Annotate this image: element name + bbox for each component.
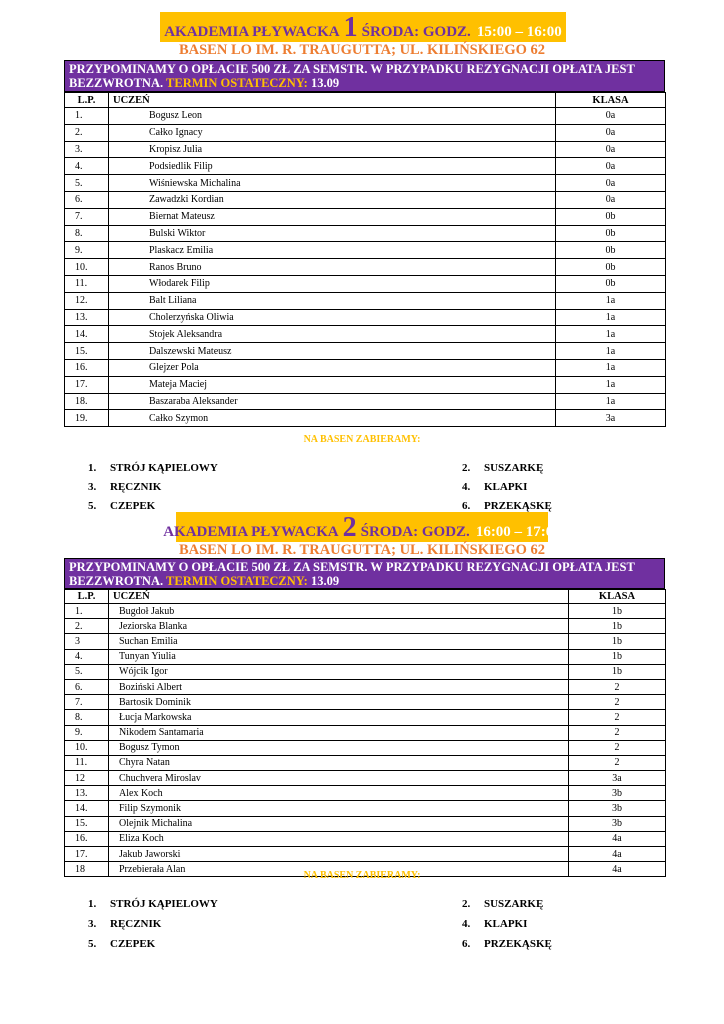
row-class: 3b — [569, 801, 666, 816]
bring-item-number: 5. — [88, 500, 97, 512]
row-class: 1b — [569, 649, 666, 664]
row-student: Przebierała Alan — [109, 862, 569, 877]
table-row — [65, 604, 666, 619]
row-lp: 15. — [65, 816, 109, 831]
deadline-date: 13.09 — [310, 76, 340, 90]
table-row — [65, 359, 666, 376]
row-lp: 5. — [65, 175, 109, 192]
table-row — [65, 108, 666, 125]
row-student: Kropisz Julia — [109, 141, 556, 158]
row-class: 1a — [556, 292, 666, 309]
row-student: Wójcik Igor — [109, 664, 569, 679]
row-student: Jeziorska Blanka — [109, 619, 569, 634]
row-lp: 10. — [65, 740, 109, 755]
row-student: Włodarek Filip — [109, 275, 556, 292]
row-lp: 8. — [65, 225, 109, 242]
row-lp: 1. — [65, 604, 109, 619]
table-row — [65, 634, 666, 649]
bring-item-number: 4. — [462, 918, 471, 930]
table-row — [65, 755, 666, 770]
bring-item-number: 1. — [88, 462, 97, 474]
bring-item-number: 2. — [462, 462, 471, 474]
deadline-label: TERMIN OSTATECZNY: — [166, 574, 308, 588]
row-student: Filip Szymonik — [109, 801, 569, 816]
row-student: Olejnik Michalina — [109, 816, 569, 831]
table-row — [65, 225, 666, 242]
row-class: 0b — [556, 208, 666, 225]
row-student: Łucja Markowska — [109, 710, 569, 725]
row-student: Tunyan Yiulia — [109, 649, 569, 664]
bring-item — [88, 462, 218, 474]
payment-notice-text: PRZYPOMINAMY O OPŁACIE 500 ZŁ ZA SEMSTR. W PRZYPADKU REZYGNACJI OPŁATA JEST BEZZWROTNA. — [69, 62, 635, 90]
row-lp: 4. — [65, 649, 109, 664]
row-student: Całko Ignacy — [109, 124, 556, 141]
row-class: 3a — [569, 771, 666, 786]
row-class: 2 — [569, 679, 666, 694]
row-student: Alex Koch — [109, 786, 569, 801]
row-lp: 9. — [65, 242, 109, 259]
row-lp: 13. — [65, 309, 109, 326]
schedule-time: 15:00 – 16:00 — [476, 24, 562, 40]
row-lp: 15. — [65, 343, 109, 360]
academy-title — [163, 512, 561, 543]
bring-item-label: RĘCZNIK — [110, 481, 162, 493]
row-lp: 18 — [65, 862, 109, 877]
bring-item-label: RĘCZNIK — [110, 918, 162, 930]
bring-item — [462, 918, 527, 930]
row-lp: 3. — [65, 141, 109, 158]
bring-item-number: 3. — [88, 918, 97, 930]
row-class: 4a — [569, 831, 666, 846]
table-row — [65, 847, 666, 862]
table-row — [65, 158, 666, 175]
payment-notice-text: PRZYPOMINAMY O OPŁACIE 500 ZŁ ZA SEMSTR. W PRZYPADKU REZYGNACJI OPŁATA JEST BEZZWROTNA. — [69, 560, 635, 588]
table-row — [65, 393, 666, 410]
bring-item — [462, 898, 543, 910]
bring-item — [462, 462, 543, 474]
row-lp: 9. — [65, 725, 109, 740]
row-class: 2 — [569, 710, 666, 725]
table-row — [65, 664, 666, 679]
payment-notice — [64, 558, 665, 589]
bring-item-label: SUSZARKĘ — [484, 462, 544, 474]
row-student: Bartosik Dominik — [109, 695, 569, 710]
row-class: 0a — [556, 175, 666, 192]
row-student: Boziński Albert — [109, 679, 569, 694]
row-student: Zawadzki Kordian — [109, 191, 556, 208]
bring-item-label: STRÓJ KĄPIELOWY — [110, 898, 218, 910]
table-row — [65, 141, 666, 158]
row-lp: 5. — [65, 664, 109, 679]
bring-item-number: 3. — [88, 481, 97, 493]
row-student: Glejzer Pola — [109, 359, 556, 376]
bring-item-label: STRÓJ KĄPIELOWY — [110, 462, 218, 474]
row-lp: 11. — [65, 275, 109, 292]
schedule-day: ŚRODA: GODZ. — [360, 524, 470, 540]
row-student: Mateja Maciej — [109, 376, 556, 393]
student-table — [64, 589, 666, 877]
row-lp: 18. — [65, 393, 109, 410]
bring-item-label: SUSZARKĘ — [484, 898, 544, 910]
col-class: KLASA — [556, 93, 666, 108]
bring-item — [88, 898, 218, 910]
row-class: 2 — [569, 725, 666, 740]
row-class: 1b — [569, 619, 666, 634]
row-student: Dalszewski Mateusz — [109, 343, 556, 360]
bring-item-number: 6. — [462, 938, 471, 950]
table-row — [65, 679, 666, 694]
row-class: 0b — [556, 225, 666, 242]
group-number: 1 — [343, 12, 358, 43]
bring-item — [88, 918, 161, 930]
row-student: Chyra Natan — [109, 755, 569, 770]
row-lp: 4. — [65, 158, 109, 175]
row-class: 0a — [556, 108, 666, 125]
row-class: 1a — [556, 343, 666, 360]
table-row — [65, 710, 666, 725]
row-class: 1b — [569, 604, 666, 619]
table-row — [65, 801, 666, 816]
table-row — [65, 771, 666, 786]
row-student: Chuchvera Miroslav — [109, 771, 569, 786]
table-row — [65, 831, 666, 846]
bring-item-label: PRZEKĄSKĘ — [484, 938, 552, 950]
table-row — [65, 242, 666, 259]
row-lp: 12. — [65, 292, 109, 309]
row-class: 2 — [569, 740, 666, 755]
schedule-day: ŚRODA: GODZ. — [361, 24, 471, 40]
row-student: Bogusz Leon — [109, 108, 556, 125]
bring-item-number: 5. — [88, 938, 97, 950]
table-row — [65, 175, 666, 192]
row-lp: 14. — [65, 801, 109, 816]
row-class: 0b — [556, 242, 666, 259]
row-student: Nikodem Santamaria — [109, 725, 569, 740]
col-lp: L.P. — [65, 590, 109, 604]
table-row — [65, 343, 666, 360]
row-class: 0a — [556, 158, 666, 175]
col-student: UCZEŃ — [109, 93, 556, 108]
student-table-body — [65, 108, 666, 427]
bring-item — [462, 938, 552, 950]
row-lp: 7. — [65, 695, 109, 710]
row-student: Biernat Mateusz — [109, 208, 556, 225]
row-lp: 13. — [65, 786, 109, 801]
row-student: Ranos Bruno — [109, 259, 556, 276]
group-number: 2 — [342, 512, 357, 543]
table-row — [65, 695, 666, 710]
table-row — [65, 275, 666, 292]
row-lp: 14. — [65, 326, 109, 343]
col-student: UCZEŃ — [109, 590, 569, 604]
table-row — [65, 208, 666, 225]
table-row — [65, 619, 666, 634]
row-class: 1a — [556, 326, 666, 343]
row-lp: 12 — [65, 771, 109, 786]
table-row — [65, 725, 666, 740]
table-row — [65, 124, 666, 141]
row-class: 1a — [556, 359, 666, 376]
deadline-date: 13.09 — [310, 574, 340, 588]
row-class: 0a — [556, 141, 666, 158]
row-class: 4a — [569, 862, 666, 877]
bring-item — [88, 500, 155, 512]
row-lp: 3 — [65, 634, 109, 649]
deadline-label: TERMIN OSTATECZNY: — [166, 76, 308, 90]
table-row — [65, 816, 666, 831]
row-class: 0b — [556, 259, 666, 276]
row-class: 4a — [569, 847, 666, 862]
row-lp: 10. — [65, 259, 109, 276]
bring-title: NA BASEN ZABIERAMY: — [303, 434, 421, 445]
bring-item-number: 1. — [88, 898, 97, 910]
academy-name: AKADEMIA PŁYWACKA — [163, 524, 339, 540]
row-student: Suchan Emilia — [109, 634, 569, 649]
bring-item-label: CZEPEK — [110, 938, 156, 950]
row-student: Baszaraba Aleksander — [109, 393, 556, 410]
academy-name: AKADEMIA PŁYWACKA — [164, 24, 340, 40]
row-class: 3b — [569, 786, 666, 801]
row-student: Bogusz Tymon — [109, 740, 569, 755]
table-row — [65, 326, 666, 343]
bring-item — [88, 481, 161, 493]
student-table — [64, 92, 666, 427]
table-row — [65, 740, 666, 755]
table-row — [65, 309, 666, 326]
table-row — [65, 259, 666, 276]
bring-item-label: KLAPKI — [484, 918, 528, 930]
table-row — [65, 410, 666, 427]
row-student: Plaskacz Emilia — [109, 242, 556, 259]
bring-item-number: 4. — [462, 481, 471, 493]
row-class: 2 — [569, 755, 666, 770]
row-lp: 19. — [65, 410, 109, 427]
col-lp: L.P. — [65, 93, 109, 108]
row-student: Stojek Aleksandra — [109, 326, 556, 343]
bring-item-label: KLAPKI — [484, 481, 528, 493]
table-row — [65, 376, 666, 393]
row-lp: 17. — [65, 847, 109, 862]
student-table-body — [65, 604, 666, 877]
row-student: Cholerzyńska Oliwia — [109, 309, 556, 326]
bring-item-number: 6. — [462, 500, 471, 512]
row-class: 2 — [569, 695, 666, 710]
schedule-time: 16:00 – 17:00 — [475, 524, 561, 540]
row-lp: 17. — [65, 376, 109, 393]
academy-title — [160, 12, 566, 42]
row-class: 0a — [556, 124, 666, 141]
row-lp: 2. — [65, 124, 109, 141]
row-class: 0a — [556, 191, 666, 208]
row-class: 0b — [556, 275, 666, 292]
row-student: Balt Liliana — [109, 292, 556, 309]
bring-item — [88, 938, 155, 950]
row-student: Eliza Koch — [109, 831, 569, 846]
bring-item — [462, 500, 552, 512]
col-class: KLASA — [569, 590, 666, 604]
bring-item-label: CZEPEK — [110, 500, 156, 512]
table-row — [65, 786, 666, 801]
pool-location: BASEN LO IM. R. TRAUGUTTA; UL. KILIŃSKIEGO 62 — [178, 542, 546, 558]
row-class: 1a — [556, 393, 666, 410]
row-lp: 7. — [65, 208, 109, 225]
row-student: Całko Szymon — [109, 410, 556, 427]
bring-item — [462, 481, 527, 493]
row-student: Bugdoł Jakub — [109, 604, 569, 619]
row-lp: 11. — [65, 755, 109, 770]
row-student: Bulski Wiktor — [109, 225, 556, 242]
row-lp: 6. — [65, 679, 109, 694]
bring-item-label: PRZEKĄSKĘ — [484, 500, 552, 512]
row-class: 1a — [556, 309, 666, 326]
bring-title: NA BASEN ZABIERAMY: — [303, 870, 421, 881]
table-row — [65, 649, 666, 664]
row-student: Wiśniewska Michalina — [109, 175, 556, 192]
row-lp: 8. — [65, 710, 109, 725]
row-lp: 16. — [65, 831, 109, 846]
table-row — [65, 292, 666, 309]
row-lp: 6. — [65, 191, 109, 208]
row-lp: 1. — [65, 108, 109, 125]
row-lp: 16. — [65, 359, 109, 376]
pool-location: BASEN LO IM. R. TRAUGUTTA; UL. KILIŃSKIEGO 62 — [178, 42, 546, 58]
row-student: Podsiedlik Filip — [109, 158, 556, 175]
bring-item-number: 2. — [462, 898, 471, 910]
row-class: 1b — [569, 634, 666, 649]
row-class: 1a — [556, 376, 666, 393]
table-row — [65, 191, 666, 208]
row-student: Jakub Jaworski — [109, 847, 569, 862]
row-class: 3b — [569, 816, 666, 831]
payment-notice — [64, 60, 665, 92]
row-lp: 2. — [65, 619, 109, 634]
row-class: 1b — [569, 664, 666, 679]
row-class: 3a — [556, 410, 666, 427]
